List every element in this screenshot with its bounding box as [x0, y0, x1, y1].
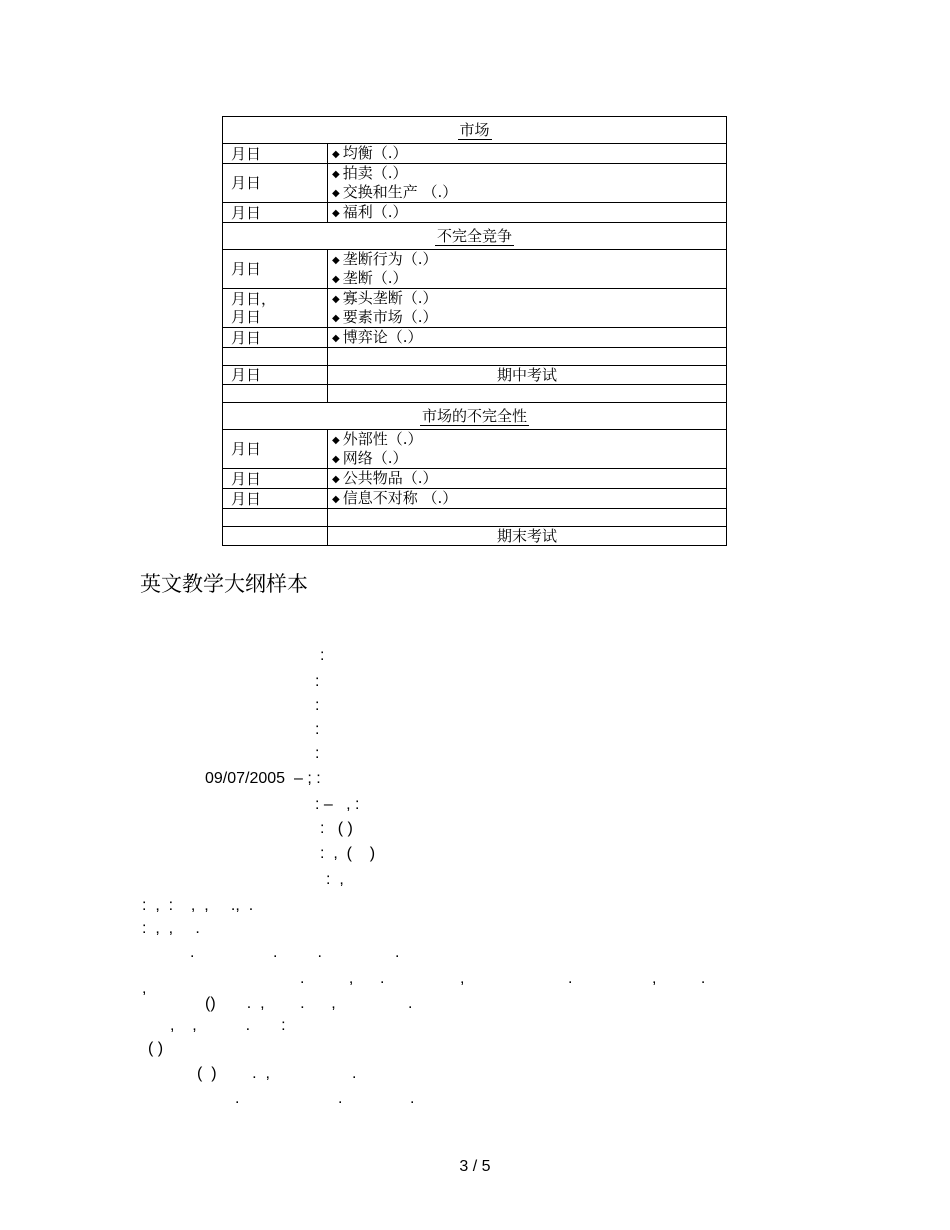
exam-cell: 期末考试 — [328, 527, 727, 546]
topic-label: 福利（.） — [342, 203, 408, 221]
topic-item — [332, 183, 722, 202]
date-cell: 月日 — [223, 366, 328, 385]
text-fragment: : — [315, 697, 320, 714]
diamond-bullet-icon: ◆ — [332, 274, 340, 285]
schedule-row — [223, 509, 727, 527]
section-heading: 英文教学大纲样本 — [140, 572, 308, 596]
topic-label: 网络（.） — [342, 449, 408, 467]
topic-item — [332, 289, 722, 308]
text-fragment: . . — [273, 944, 322, 961]
topic-item — [332, 430, 722, 449]
text-fragment: ( ) . , — [197, 1065, 270, 1082]
text-fragment: . — [235, 1090, 240, 1107]
text-fragment: : , — [326, 871, 344, 888]
schedule-row — [223, 430, 727, 469]
topic-item — [332, 164, 722, 183]
diamond-bullet-icon: ◆ — [332, 494, 340, 505]
schedule-row — [223, 164, 727, 203]
schedule-row — [223, 203, 727, 223]
date-cell: 月日， 月日 — [223, 289, 328, 328]
text-fragment: : – , : — [315, 796, 360, 813]
text-fragment: ( ) — [148, 1040, 164, 1057]
topic-label: 外部性（.） — [342, 430, 423, 448]
text-fragment: . — [408, 995, 413, 1012]
page-number: 3 / 5 — [459, 1158, 491, 1175]
text-fragment: . — [190, 944, 195, 961]
topic-label: 要素市场（.） — [342, 308, 438, 326]
diamond-bullet-icon: ◆ — [332, 435, 340, 446]
topic-label: 交换和生产 （.） — [342, 183, 458, 201]
topic-label: 信息不对称 （.） — [342, 489, 458, 507]
section-header-cell — [223, 223, 727, 250]
section-header-row — [223, 117, 727, 144]
topic-cell — [328, 164, 727, 203]
topic-label: 均衡（.） — [342, 144, 408, 162]
text-fragment: . — [410, 1090, 415, 1107]
schedule-row — [223, 144, 727, 164]
text-fragment: : , : , , ., . — [142, 897, 254, 914]
topic-cell — [328, 385, 727, 403]
date-cell: 月日 — [223, 250, 328, 289]
diamond-bullet-icon: ◆ — [332, 208, 340, 219]
text-fragment: , , . : — [170, 1017, 286, 1034]
schedule-row — [223, 348, 727, 366]
section-title: 市场的不完全性 — [422, 407, 528, 425]
section-title: 市场 — [459, 121, 490, 139]
text-fragment: . , . — [300, 970, 385, 987]
diamond-bullet-icon: ◆ — [332, 294, 340, 305]
date-cell: 月日 — [223, 469, 328, 489]
date-cell: 月日 — [223, 144, 328, 164]
text-fragment: : — [320, 647, 325, 664]
course-schedule-table — [222, 116, 727, 546]
exam-cell: 期中考试 — [328, 366, 727, 385]
topic-item — [332, 469, 722, 488]
text-fragment: : ( ) — [320, 820, 353, 837]
diamond-bullet-icon: ◆ — [332, 474, 340, 485]
topic-cell — [328, 250, 727, 289]
date-cell — [223, 527, 328, 546]
topic-item — [332, 449, 722, 468]
topic-item — [332, 269, 722, 288]
date-cell: 月日 — [223, 203, 328, 223]
text-fragment: . — [352, 1065, 357, 1082]
topic-cell — [328, 203, 727, 223]
topic-cell — [328, 430, 727, 469]
topic-cell — [328, 469, 727, 489]
topic-cell — [328, 489, 727, 509]
date-cell: 月日 — [223, 489, 328, 509]
topic-cell — [328, 328, 727, 348]
topic-item — [332, 308, 722, 327]
topic-label: 博弈论（.） — [342, 328, 423, 346]
topic-cell — [328, 144, 727, 164]
topic-item — [332, 328, 722, 347]
schedule-body — [223, 117, 727, 546]
date-cell: 月日 — [223, 328, 328, 348]
diamond-bullet-icon: ◆ — [332, 169, 340, 180]
date-cell — [223, 509, 328, 527]
section-header-row — [223, 223, 727, 250]
topic-item — [332, 203, 722, 222]
date-line: 09/07/2005 – ; : — [205, 770, 321, 787]
text-fragment: . — [395, 944, 400, 961]
diamond-bullet-icon: ◆ — [332, 454, 340, 465]
schedule-row — [223, 527, 727, 546]
text-fragment: : — [315, 673, 320, 690]
topic-label: 拍卖（.） — [342, 164, 408, 182]
topic-label: 垄断（.） — [342, 269, 408, 287]
topic-item — [332, 250, 722, 269]
schedule-row — [223, 366, 727, 385]
topic-item — [332, 144, 722, 163]
text-fragment: . — [568, 970, 573, 987]
date-cell — [223, 348, 328, 366]
date-cell: 月日 — [223, 430, 328, 469]
schedule-row — [223, 489, 727, 509]
date-cell — [223, 385, 328, 403]
topic-cell — [328, 289, 727, 328]
text-fragment: : , ( ) — [320, 845, 376, 862]
schedule-row — [223, 469, 727, 489]
topic-label: 公共物品（.） — [342, 469, 438, 487]
diamond-bullet-icon: ◆ — [332, 255, 340, 266]
text-fragment: , — [142, 980, 147, 997]
text-fragment: , — [460, 970, 465, 987]
schedule-row — [223, 328, 727, 348]
section-header-row — [223, 403, 727, 430]
text-fragment: : — [315, 745, 320, 762]
topic-item — [332, 489, 722, 508]
topic-cell — [328, 348, 727, 366]
schedule-row — [223, 289, 727, 328]
section-title: 不完全竞争 — [437, 227, 513, 245]
section-header-cell — [223, 403, 727, 430]
diamond-bullet-icon: ◆ — [332, 313, 340, 324]
section-header-cell — [223, 117, 727, 144]
text-fragment: , . — [652, 970, 706, 987]
diamond-bullet-icon: ◆ — [332, 333, 340, 344]
topic-label: 垄断行为（.） — [342, 250, 438, 268]
text-fragment: . — [338, 1090, 343, 1107]
text-fragment: : , , . — [142, 920, 200, 937]
topic-cell — [328, 509, 727, 527]
diamond-bullet-icon: ◆ — [332, 149, 340, 160]
text-fragment: : — [315, 721, 320, 738]
text-fragment: () . , . , — [205, 995, 336, 1012]
date-cell: 月日 — [223, 164, 328, 203]
topic-label: 寡头垄断（.） — [342, 289, 438, 307]
diamond-bullet-icon: ◆ — [332, 188, 340, 199]
schedule-row — [223, 250, 727, 289]
schedule-row — [223, 385, 727, 403]
